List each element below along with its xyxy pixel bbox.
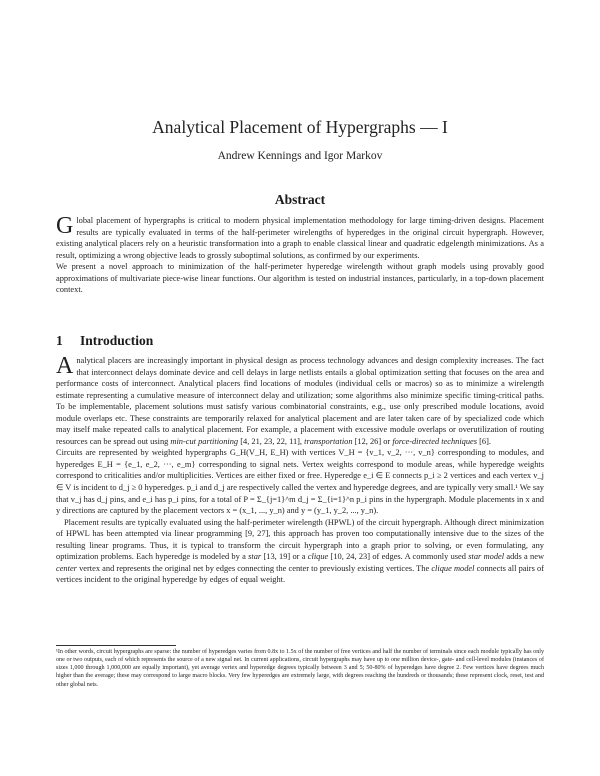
intro-term: center: [56, 563, 77, 573]
intro-term: clique: [307, 552, 329, 562]
abstract-body: [56, 215, 544, 296]
section-number: 1: [56, 333, 63, 348]
section-heading: [56, 333, 153, 349]
intro-paragraph-1: [56, 355, 544, 447]
intro-text: [12, 26] or: [352, 436, 393, 446]
abstract-paragraph-1: [56, 215, 544, 261]
abstract-drop-cap: G: [56, 213, 74, 239]
intro-text: connects all pairs of vertices incident to the original hyperedge by edges of equal weight.: [56, 563, 544, 585]
abstract-heading: Abstract: [274, 192, 326, 207]
abstract-text-1: lobal placement of hypergraphs is critical to modern physical implementation methodology for large timing-driven designs. Placement results are typically evaluated in terms of the half-perimeter wirelengths of hyperedges in the original circuit hypergraph. However, existing analytical placers rely on a heuristic transformation into a graph to enable classical linear and quadratic edgelength minimizations. As a result, optimizing a wrong objective leads to grossly suboptimal solutions, as confirmed by our experiments.: [56, 216, 544, 260]
intro-term: star model: [468, 552, 505, 562]
intro-text: [6].: [477, 436, 491, 446]
abstract-paragraph-2: We present a novel approach to minimization of the half-perimeter hyperedge wirelength without graph models using provably good approximations of multivariate piece-wise linear functions. Our algorithm is tested on industrial instances, particularly, in a top-down placement context.: [56, 262, 544, 295]
intro-text: adds a new: [504, 552, 544, 562]
introduction-body: [56, 355, 544, 586]
intro-term: force-directed techniques: [392, 436, 478, 446]
intro-paragraph-3: [56, 517, 544, 586]
footnote-rule: [56, 645, 176, 646]
intro-text: [4, 21, 23, 22, 11],: [238, 436, 305, 446]
intro-text: vertex and represents the original net by edges connecting the center to previously existing vertices. The: [76, 563, 432, 573]
paper-title: Analytical Placement of Hypergraphs — I: [152, 117, 448, 137]
intro-text: nalytical placers are increasingly important in physical design as process technology advances and design complexity increases. The fact that interconnect delays dominate device and cell delays in large netlists entails a global optimization setting that focuses on the area and performance costs of interconnect. Analytical placers find locations of modules (individual cells or macros) so as to minimize a wirelength estimate representing a cumulative measure of interconnect delay and utilization; some algorithms also minimize specific timing-critical paths. To be implementable, placement solutions must satisfy various combinatorial constraints, e.g., use only prescribed module locations, avoid module overlaps etc. These constraints are temporarily relaxed for analytical placement and are later taken care of by specialized code which may itself make repeated calls to analytical placement. For example, a placement with excessive module overlaps or overutilization of routing resources can be spread out using: [56, 356, 544, 446]
intro-term: clique model: [431, 563, 475, 573]
intro-text: [10, 24, 23] of edges. A commonly used: [328, 552, 469, 562]
paper-authors: Andrew Kennings and Igor Markov: [217, 150, 383, 162]
footnote: ¹In other words, circuit hypergraphs are sparse: the number of hyperedges varies from 0.8x to 1.5x of the number of free vertices and half the number of terminals since each module typically has only one or two outputs, each of which represents the source of a new signal net. In current applications, circuit hypergraphs may have up to one million device-, gate- and cell-level modules (instances of sizes 1,000 through 1,000,000 are equally important), yet average vertex and hyperedge degrees typically between 3 and 5; 50-80% of hyperedges have degree 2. Few vertices have degrees much higher than the average; these may correspond to large macro blocks. Very few hyperedges are extremely large, with degrees reaching the hundreds or thousands; these represent clock, reset, test and other global nets.: [56, 649, 544, 688]
intro-term: transportation: [304, 436, 353, 446]
intro-term: star: [248, 552, 262, 562]
intro-text: Placement results are typically evaluated using the half-perimeter wirelength (HPWL) of the circuit hypergraph. Although direct minimization of HPWL has been attempted via linear programming [9, 27], this approach has proven too computationally intensive due to the sizes of the resulting linear programs. Thus, it is typical to transform the circuit hypergraph into a graph prior to solving, or even formulating, any optimization problems. Each hyperedge is modeled by a: [56, 517, 544, 562]
intro-text: [13, 19] or a: [261, 552, 308, 562]
intro-drop-cap: A: [56, 353, 74, 379]
section-title: Introduction: [80, 333, 154, 348]
intro-term: min-cut partitioning: [170, 436, 239, 446]
intro-paragraph-2: Circuits are represented by weighted hypergraphs G_H(V_H, E_H) with vertices V_H = {v_1, v_2, ···, v_n} corresponding to modules, and hyperedges E_H = {e_1, e_2, ···, e_m} corresponding to signal nets. Vertex weights correspond to module areas, while hyperedge weights correspond to criticalities and/or multiplicities. Vertices are either fixed or free. Hyperedge e_i ∈ E connects p_i ≥ 2 vertices and each vertex v_j ∈ V is incident to d_j ≥ 0 hyperedges. p_i and d_j are respectively called the vertex and hyperedge degrees, and are typically very small.¹ We say that v_j has d_j pins, and e_i has p_i pins, for a total of P = Σ_{j=1}^m d_j = Σ_{i=1}^n p_i pins in the hypergraph. Module placements in x and y directions are captured by the placement vectors x = (x_1, ..., y_n) and y = (y_1, y_2, ..., y_n).: [56, 448, 544, 516]
